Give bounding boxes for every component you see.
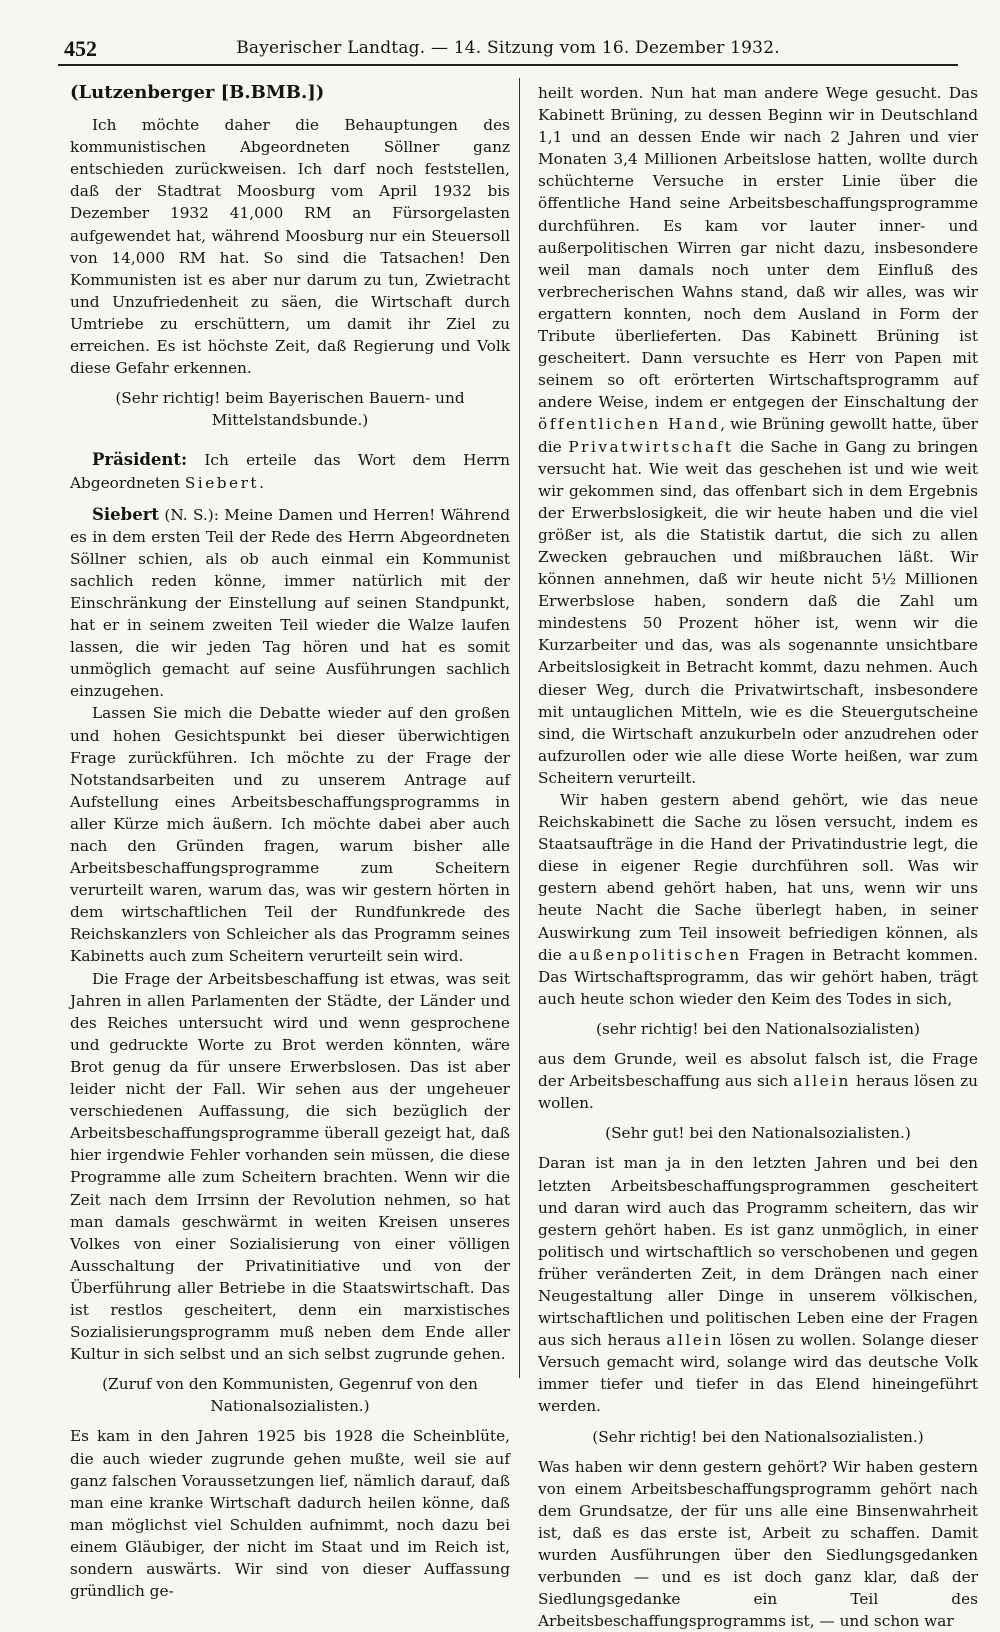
paragraph: Lassen Sie mich die Debatte wieder auf den großen und hohen Gesichtspunkt bei dieser überwichtigen Frage zurückführen. Ich möchte zu der Frage der Notstandsarbeiten und zu unserem Antrage auf Aufstellung eines Arbeitsbeschaffungsprogramms in aller Kürze mich äußern. Ich möchte dabei aber auch nach den Gründen fragen, warum bisher alle Arbeitsbeschaffungsprogramme zum Scheitern verurteilt waren, warum das, was wir gestern hörten in dem wirtschaftlichen Teil der Rundfunkrede des Reichskanzlers von Schleicher als das Programm seines Kabinetts auch zum Scheitern verurteilt sein wird.	[70, 704, 510, 966]
speaker-name: Siebert	[92, 504, 160, 524]
paragraph: Die Frage der Arbeitsbeschaffung ist etwas, was seit Jahren in allen Parlamenten der Städte, der Länder und des Reiches untersucht wird und wenn gesprochene und gedruckte Worte zu Brot werden könnten, wäre Brot genug da für unsere Erwerbslosen. Das ist aber leider nicht der Fall. Wir sehen aus der ungeheuer verschiedenen Auffassung, die sich bezüglich der Arbeitsbeschaffungsprogramme überall gezeigt hat, daß hier irgendwie Fehler vorhanden sein müssen, die diese Programme alle zum Scheitern brachten. Wenn wir die Zeit nach dem Irrsinn der Revolution nehmen, so hat man damals geschwärmt in weiten Kreisen unseres Volkes von einer Sozialisierung von einer völligen Ausschaltung der Privatinitiative und von der Überführung aller Betriebe in die Staatswirtschaft. Das ist restlos gescheitert, denn ein marxistisches Sozialisierungsprogramm muß neben dem Ende aller Kultur in sich selbst und an sich selbst zugrunde gehen.	[70, 969, 510, 1364]
paragraph-text: lösen zu wollen. Solange dieser Versuch gemacht wird, solange wird das deutsche Volk immer tiefer und tiefer in das Elend hineingeführt werden.	[538, 1331, 978, 1416]
president-paragraph	[70, 449, 510, 493]
paragraph	[538, 1152, 978, 1417]
paragraph-text: Daran ist man ja in den letzten Jahren und bei den letzten Arbeitsbeschaffungsprogrammen gescheitert und daran wird auch das Programm scheitern, das wir gestern gehört haben. Es ist ganz unmöglich, in einer politisch und wirtschaftlich so verschobenen und gegen früher veränderten Zeit, in dem Drängen nach einer Neugestaltung aller Dinge in unserem völkischen, wirtschaftlichen und politischen Leben eine der Fragen aus sich heraus	[538, 1154, 978, 1350]
paragraph	[538, 82, 978, 789]
column-divider	[519, 78, 520, 1378]
speaker-heading: (Lutzenberger [B.BMB.])	[70, 82, 325, 103]
paragraph-text: Fragen in Betracht kommen. Das Wirtschaftsprogramm, das wir gehört haben, trägt auch heute schon wieder den Keim des Todes in sich,	[538, 945, 978, 1008]
paragraph-text: die Sache in Gang zu bringen versucht hat. Wie weit das geschehen ist und wie weit wir gekommen sind, das offenbart sich in dem Ergebnis der Erwerbslosigkeit, die wir heute haben und die viel größer ist, als die Statistik dartut, die sich zu allen Zwecken gebrauchen und mißbrauchen läßt. Wir können annehmen, daß wir heute nicht 5½ Millionen Erwerbslose haben, sondern daß die Zahl um mindestens 50 Prozent höher ist, wenn wir die Kurzarbeiter und das, was als sogenannte unsichtbare Arbeitslosigkeit in Betracht kommt, dazu nehmen. Auch dieser Weg, durch die Privatwirtschaft, insbesondere mit untauglichen Mitteln, wie es die Steuergutscheine sind, die Wirtschaft anzukurbeln oder anzudrehen oder aufzurollen oder wie alle diese Worte heißen, war zum Scheitern verurteilt.	[538, 437, 978, 787]
party-label: (N. S.):	[159, 505, 225, 524]
paragraph: Was haben wir denn gestern gehört? Wir haben gestern von einem Arbeitsbeschaffungsprogramm gehört nach dem Grundsatze, der für uns alle eine Binsenwahrheit ist, daß es das erste ist, Arbeit zu schaffen. Damit wurden Ausführungen über den Siedlungsgedanken verbunden — und es ist doch ganz klar, daß der Siedlungsgedanke ein Teil des Arbeitsbeschaffungsprogramms ist, — und schon war	[538, 1457, 978, 1631]
running-head: Bayerischer Landtag. — 14. Sitzung vom 16. Dezember 1932.	[236, 38, 780, 58]
emphasis-text: allein	[793, 1072, 851, 1091]
paragraph	[538, 789, 978, 1010]
paragraph-text: heilt worden. Nun hat man andere Wege gesucht. Das Kabinett Brüning, zu dessen Beginn wir in Deutschland 1,1 und an dessen Ende wir nach 2 Jahren und vier Monaten 3,4 Millionen Arbeitslose hatten, wollte durch schüchterne Versuche in erster Linie über die öffentliche Hand seine Arbeitsbeschaffungsprogramme durchführen. Es kam vor lauter inner- und außerpolitischen Wirren gar nicht dazu, insbesondere weil man damals noch unter dem Einfluß des verbrecherischen Wahns stand, daß wir alles, was wir ergattern konnten, noch dem Ausland in Form der Tribute überlieferten. Das Kabinett Brüning ist gescheitert. Dann versuchte es Herr von Papen mit seinem so oft erörterten Wirtschaftsprogramm auf andere Weise, indem er entgegen der Einschaltung der	[538, 84, 978, 412]
paragraph-text: .	[259, 473, 264, 492]
paragraph	[538, 1048, 978, 1114]
paragraph-text: heraus lösen zu wollen.	[538, 1072, 978, 1113]
speaker-name: Präsident:	[92, 450, 188, 470]
emphasis-text: Siebert	[184, 473, 260, 492]
paragraph: Ich möchte daher die Behauptungen des kommunistischen Abgeordneten Söllner ganz entschieden zurückweisen. Ich darf noch feststellen, daß der Stadtrat Moosburg vom April 1932 bis Dezember 1932 41,000 RM an Fürsorgelasten aufgewendet hat, während Moosburg nur ein Steuersoll von 14,000 RM hat. So sind die Tatsachen! Den Kommunisten ist es aber nur darum zu tun, Zwietracht und Unzufriedenheit zu säen, die Wirtschaft durch Umtriebe zu erschüttern, um damit ihr Ziel zu erreichen. Es ist höchste Zeit, daß Regierung und Volk diese Gefahr erkennen.	[70, 116, 510, 378]
interjection: (Sehr richtig! bei den Nationalsozialisten.)	[592, 1427, 924, 1446]
emphasis-text: außenpolitischen	[568, 945, 742, 964]
page-number: 452	[64, 36, 97, 61]
left-column	[70, 82, 510, 1602]
interjection: (Sehr richtig! beim Bayerischen Bauern- und Mittelstandsbunde.)	[115, 389, 465, 430]
interjection: (Sehr gut! bei den Nationalsozialisten.)	[605, 1124, 911, 1143]
paragraph-text: Meine Damen und Herren! Während es in dem ersten Teil der Rede des Herrn Abgeordneten Söllner schien, als ob auch einmal ein Kommunist sachlich reden könne, immer natürlich mit der Einschränkung der Einstellung auf seinen Standpunkt, hat er in seinem zweiten Teil wieder die Walze laufen lassen, die wir jeden Tag hören und hat es somit unmöglich gemacht auf seine Ausführungen sachlich einzugehen.	[70, 505, 510, 701]
paragraph-text: aus dem Grunde, weil es absolut falsch ist, die Frage der Arbeitsbeschaffung aus sich	[538, 1050, 978, 1091]
emphasis-text: öffentlichen Hand	[538, 415, 721, 434]
paragraph-text: Ich erteile das Wort dem Herrn Abgeordneten	[70, 451, 510, 492]
paragraph: Es kam in den Jahren 1925 bis 1928 die Scheinblüte, die auch wieder zugrunde gehen mußte, weil sie auf ganz falschen Voraussetzungen lief, nämlich darauf, daß man eine kranke Wirtschaft dadurch heilen könne, daß man möglichst viel Schulden aufnimmt, noch dazu bei einem Gläubiger, der nicht im Staat und im Reich ist, sondern auswärts. Wir sind von dieser Auffassung gründlich ge-	[70, 1427, 510, 1601]
paragraph-text: , wie Brüning gewollt hatte, über die	[538, 415, 978, 456]
page-header	[58, 30, 958, 66]
emphasis-text: allein	[666, 1331, 725, 1350]
paragraph-text: Wir haben gestern abend gehört, wie das neue Reichskabinett die Sache zu lösen versucht, indem es Staatsaufträge in die Hand der Privatindustrie legt, die diese in eigener Regie durchführen soll. Was wir gestern abend gehört haben, hat uns, wenn wir uns heute Nacht die Sache überlegt haben, in seiner Auswirkung zum Teil insoweit befriedigen können, als die	[538, 791, 978, 964]
emphasis-text: Privatwirtschaft	[568, 437, 734, 456]
interjection: (sehr richtig! bei den Nationalsozialisten)	[596, 1019, 920, 1038]
siebert-paragraph	[70, 504, 510, 703]
right-column	[538, 82, 978, 1632]
interjection: (Zuruf von den Kommunisten, Gegenruf von den Nationalsozialisten.)	[102, 1375, 478, 1416]
